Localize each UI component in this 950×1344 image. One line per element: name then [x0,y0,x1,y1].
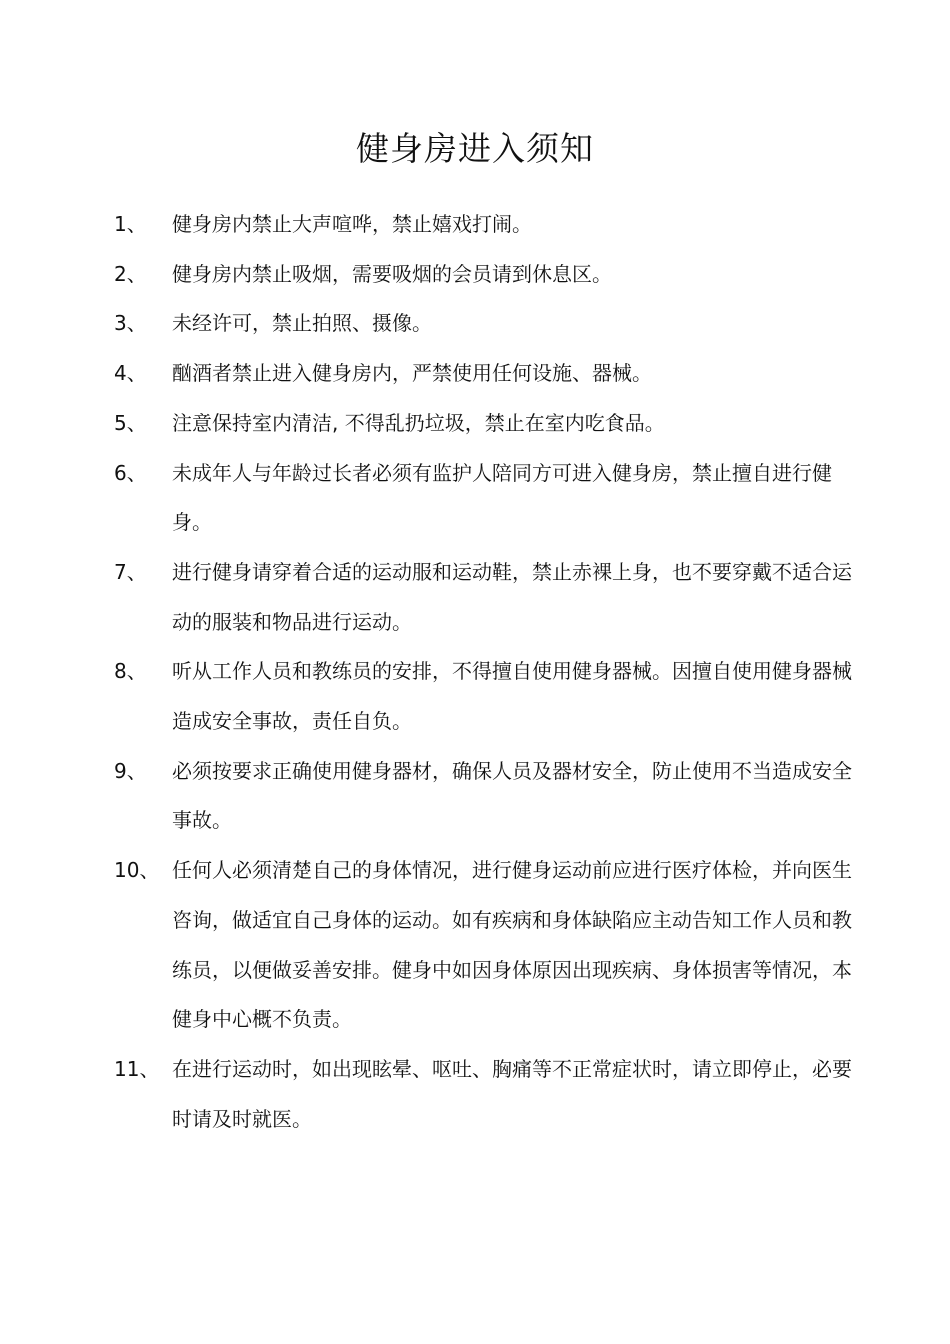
rule-item [114,250,854,300]
rule-item [114,449,854,548]
rule-item [114,747,854,846]
rule-text: 未成年人与年龄过长者必须有监护人陪同方可进入健身房，禁止擅自进行健身。 [172,460,832,535]
rule-number: 3、 [114,311,147,336]
rule-number: 1、 [114,212,147,236]
rule-number: 4、 [114,361,147,386]
rule-item [114,349,854,399]
rule-item [114,1045,854,1144]
rule-number: 5、 [114,410,147,435]
rule-number: 8、 [114,659,147,684]
rule-number: 7、 [114,559,147,584]
rule-number: 6、 [114,460,147,485]
rule-text: 健身房内禁止大声喧哗，禁止嬉戏打闹。 [172,212,532,236]
rule-item [114,548,854,647]
rule-item [114,200,854,250]
rule-item [114,299,854,349]
rule-number: 10、 [114,858,160,883]
rule-text: 进行健身请穿着合适的运动服和运动鞋，禁止赤裸上身，也不要穿戴不适合运动的服装和物品进行运动。 [172,559,852,634]
rule-item [114,647,854,746]
rule-item [114,399,854,449]
rule-number: 9、 [114,758,147,783]
rule-text: 任何人必须清楚自己的身体情况，进行健身运动前应进行医疗体检，并向医生咨询，做适宜自己身体的运动。如有疾病和身体缺陷应主动告知工作人员和教练员，以便做妥善安排。健身中如因身体原因出现疾病、身体损害等情况，本健身中心概不负责。 [172,858,852,1032]
document-title: 健身房进入须知 [356,129,594,168]
rule-text: 酗酒者禁止进入健身房内，严禁使用任何设施、器械。 [172,361,652,386]
rule-text: 健身房内禁止吸烟，需要吸烟的会员请到休息区。 [172,261,612,286]
rule-text: 必须按要求正确使用健身器材，确保人员及器材安全，防止使用不当造成安全事故。 [172,758,852,833]
rule-number: 11、 [114,1056,160,1081]
rule-item [114,846,854,1045]
rule-text: 注意保持室内清洁, 不得乱扔垃圾，禁止在室内吃食品。 [172,410,665,435]
rule-text: 未经许可，禁止拍照、摄像。 [172,311,432,336]
rule-number: 2、 [114,261,147,286]
rule-text: 在进行运动时，如出现眩晕、呕吐、胸痛等不正常症状时，请立即停止，必要时请及时就医。 [172,1056,852,1131]
rules-list [114,200,854,1144]
rule-text: 听从工作人员和教练员的安排，不得擅自使用健身器械。因擅自使用健身器械造成安全事故，责任自负。 [172,659,852,734]
